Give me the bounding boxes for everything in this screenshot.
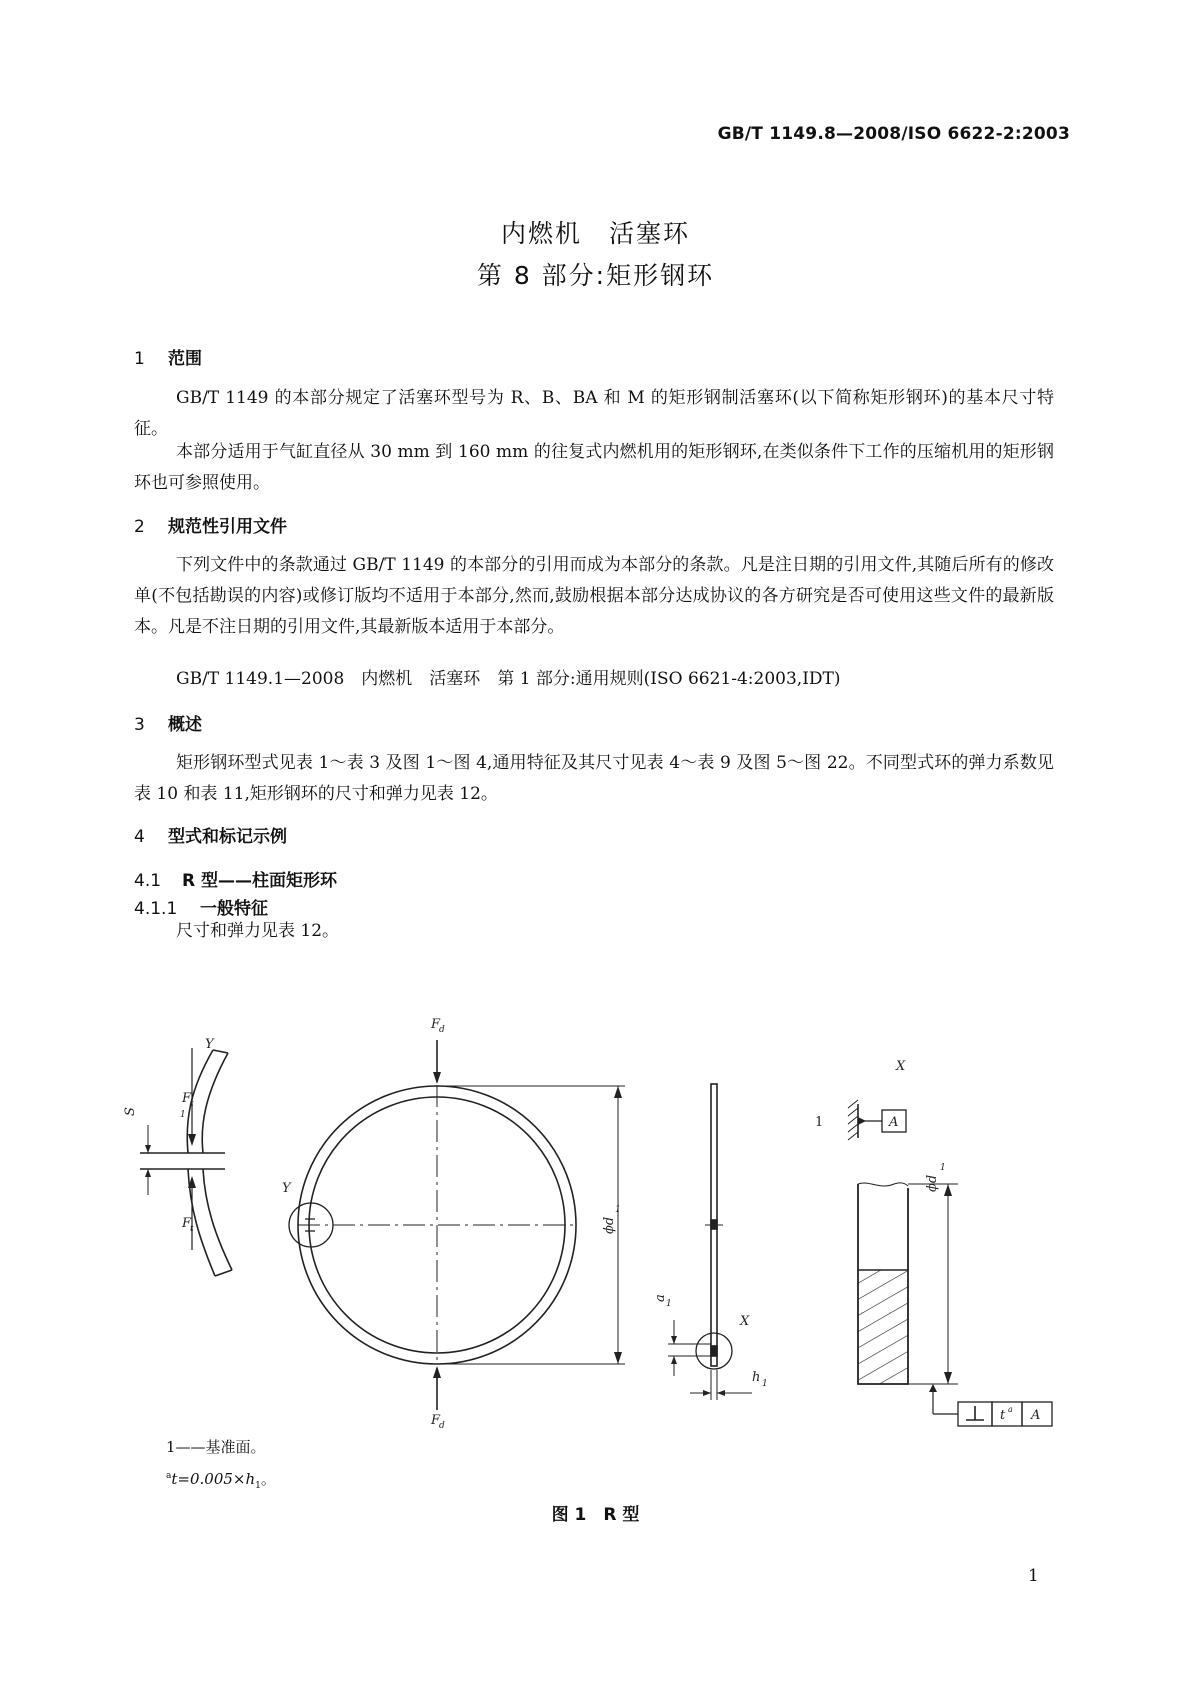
label-fd-top: F xyxy=(431,1017,441,1032)
section-1-heading xyxy=(134,344,202,369)
normative-reference: GB/T 1149.1—2008 内燃机 活塞环 第 1 部分:通用规则(ISO 6621-4:2003,IDT) xyxy=(176,669,841,689)
figure-note-2 xyxy=(166,1468,276,1491)
section-title: 规范性引用文件 xyxy=(168,517,287,537)
section-3-heading xyxy=(134,710,202,735)
label-a1-sub: 1 xyxy=(666,1299,672,1309)
section-title: 概述 xyxy=(168,715,202,735)
label-phi-d1: ϕd xyxy=(602,1216,617,1234)
label-ft-bottom: F xyxy=(182,1216,192,1231)
label-detail-x: X xyxy=(896,1059,906,1074)
section-3-para-1: 矩形钢环型式见表 1～表 3 及图 1～图 4,通用特征及其尺寸见表 4～表 9 及图 5～图 22。不同型式环的弹力系数见表 10 和表 11,矩形钢环的尺寸和弹力见表 12。 xyxy=(134,753,1054,804)
label-a1: a xyxy=(653,1294,668,1302)
section-1-para-2: 本部分适用于气缸直径从 30 mm 到 160 mm 的往复式内燃机用的矩形钢环,在类似条件下工作的压缩机用的矩形钢环也可参照使用。 xyxy=(134,442,1054,493)
section-number: 4.1 xyxy=(134,871,162,891)
section-number: 3 xyxy=(134,715,145,735)
section-number: 2 xyxy=(134,517,145,537)
ring-plan-view xyxy=(282,1017,625,1431)
label-h1-sub: 1 xyxy=(762,1379,768,1389)
label-ft-top: F xyxy=(182,1091,192,1106)
label-tolerance-t: t xyxy=(1000,1408,1006,1423)
label-ft-bottom-sub: t xyxy=(190,1224,194,1234)
ring-side-view xyxy=(653,1084,768,1400)
label-phi-d1-detail-sub: 1 xyxy=(940,1163,946,1173)
section-2-para-1: 下列文件中的条款通过 GB/T 1149 的本部分的引用而成为本部分的条款。凡是注日期的引用文件,其随后所有的修改单(不包括勘误的内容)或修订版均不适用于本部分,然而,鼓励根据本部分达成协议的各方研究是否可使用这些文件的最新版本。凡是不注日期的引用文件,其最新版本适用于本部分。 xyxy=(134,555,1054,637)
doc-title-line2: 第 8 部分:矩形钢环 xyxy=(476,261,715,290)
label-x-callout: X xyxy=(740,1314,750,1329)
figure-r-type-ring xyxy=(0,940,1191,1431)
label-y-callout: Y xyxy=(282,1181,291,1196)
doc-title-line1: 内燃机 活塞环 xyxy=(500,219,690,248)
footnote-formula-sub: 1 xyxy=(255,1481,261,1491)
label-phi-d1-sub: 1 xyxy=(615,1205,621,1215)
detail-y-ring-gap xyxy=(123,1037,232,1276)
section-title: 一般特征 xyxy=(200,899,268,919)
page-number: 1 xyxy=(1028,1566,1039,1586)
section-4-1-1-para: 尺寸和弹力见表 12。 xyxy=(176,921,340,941)
standard-number: GB/T 1149.8—2008/ISO 6622-2:2003 xyxy=(717,124,1070,144)
footnote-formula: t=0.005×h xyxy=(171,1470,256,1488)
section-number: 4.1.1 xyxy=(134,899,178,919)
label-fd-top-sub: d xyxy=(439,1025,445,1035)
figure-caption: 图 1 R 型 xyxy=(551,1505,640,1525)
label-fd-bottom-sub: d xyxy=(439,1421,445,1431)
footnote-mark: a xyxy=(166,1471,172,1481)
label-ft-top-sub: t xyxy=(190,1099,194,1109)
section-4-1-heading xyxy=(134,866,337,891)
section-1-para-1: GB/T 1149 的本部分规定了活塞环型号为 R、B、BA 和 M 的矩形钢制活塞环(以下简称矩形钢环)的基本尺寸特征。 xyxy=(134,388,1054,439)
section-number: 4 xyxy=(134,827,145,847)
section-4-heading xyxy=(134,822,287,847)
section-title: R 型——柱面矩形环 xyxy=(182,871,338,891)
section-title: 型式和标记示例 xyxy=(168,827,287,847)
section-number: 1 xyxy=(134,349,145,369)
label-h1: h xyxy=(752,1370,761,1385)
section-2-heading xyxy=(134,512,287,537)
figure-note-1: 1——基准面。 xyxy=(166,1438,266,1456)
label-detail-y: Y xyxy=(205,1037,214,1052)
label-tolerance-note-mark: a xyxy=(1008,1405,1013,1414)
label-s1-sub: 1 xyxy=(180,1110,186,1120)
label-tolerance-datum: A xyxy=(1031,1408,1041,1423)
label-callout-1: 1 xyxy=(815,1115,824,1130)
label-phi-d1-detail: ϕd xyxy=(925,1174,940,1192)
section-title: 范围 xyxy=(168,349,202,369)
label-s1: S xyxy=(123,1107,138,1116)
label-fd-bottom: F xyxy=(431,1413,441,1428)
footnote-end: 。 xyxy=(260,1470,276,1488)
label-datum-a: A xyxy=(889,1115,899,1130)
detail-x-cross-section xyxy=(815,1059,1052,1426)
